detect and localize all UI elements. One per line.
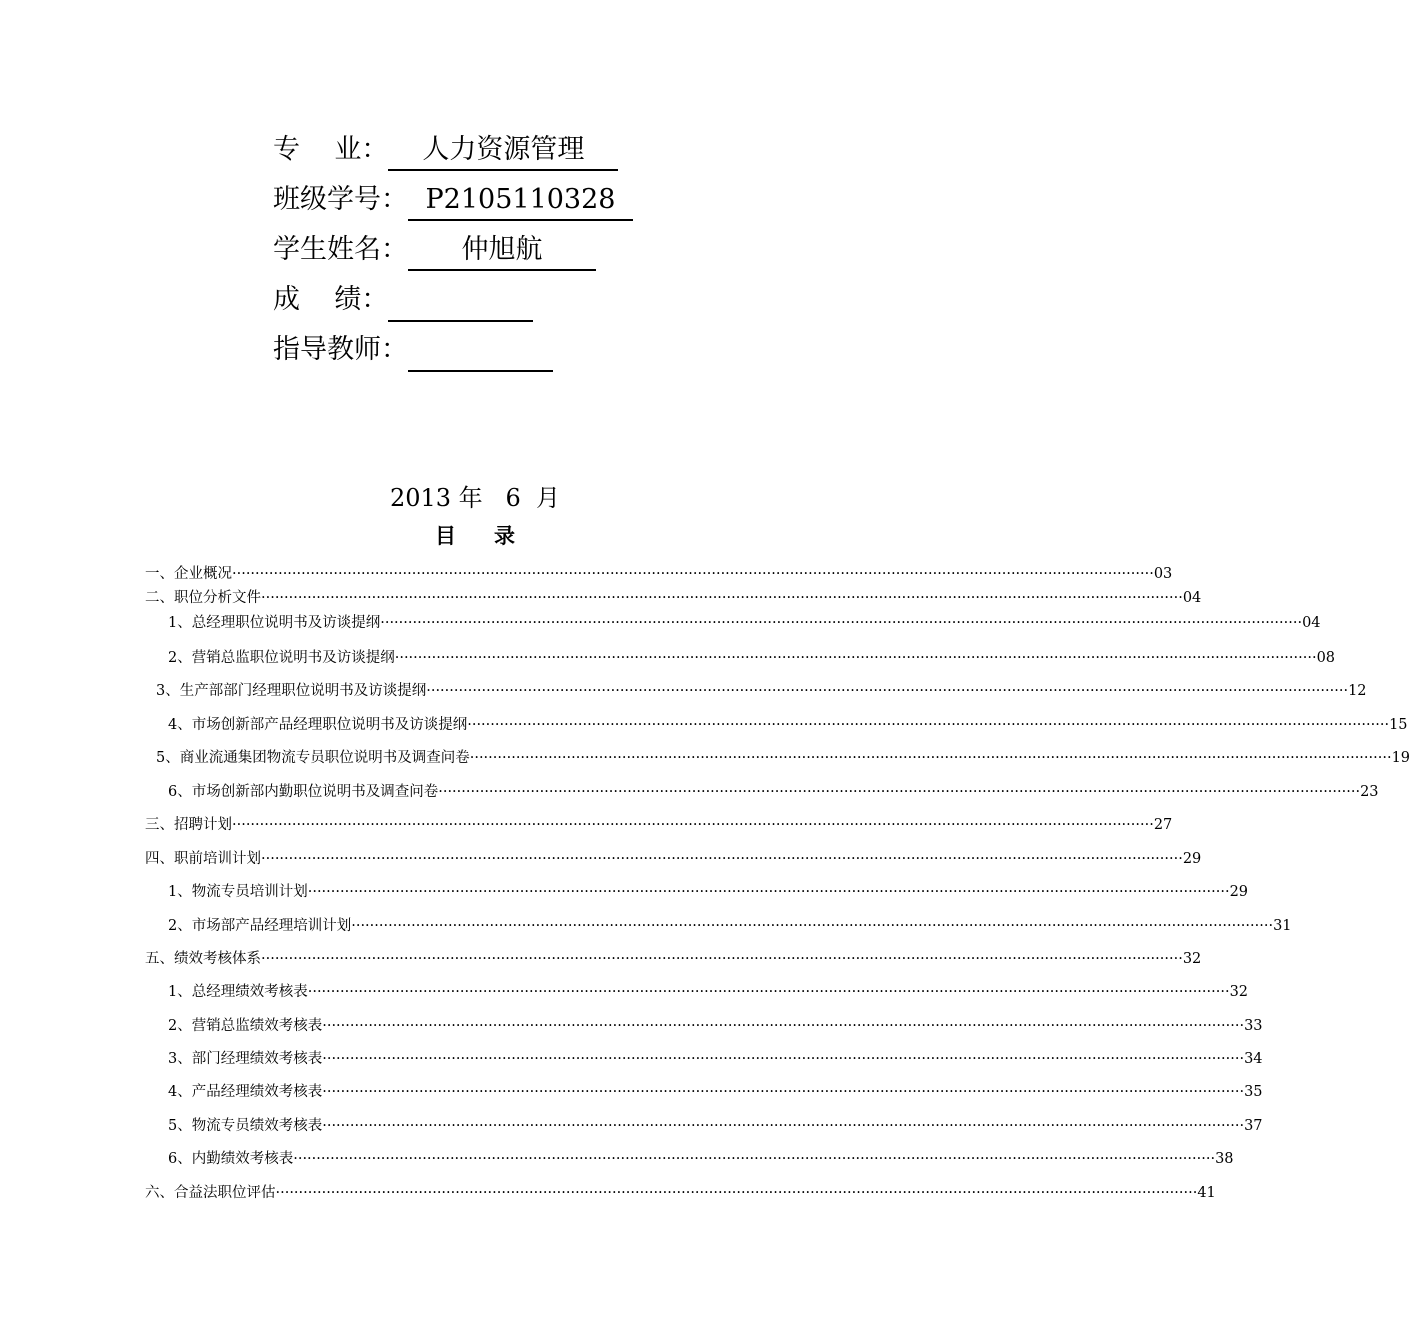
toc-entry[interactable] <box>168 646 1336 667</box>
toc-leader-dots: ········································································································································································································ <box>467 717 1390 733</box>
toc-entry-title: 5、商业流通集团物流专员职位说明书及调查问卷 <box>156 750 470 766</box>
toc-entry-page: 31 <box>1273 918 1292 934</box>
toc-entry-title: 一、企业概况 <box>145 566 232 582</box>
toc-leader-dots: ········································································································································································································ <box>394 650 1317 666</box>
toc-leader-dots: ········································································································································································································ <box>380 615 1303 631</box>
toc-entry[interactable] <box>168 1047 1263 1068</box>
toc-leader-dots: ········································································································································································································ <box>307 984 1230 1000</box>
toc-entry-title: 4、产品经理绩效考核表 <box>168 1084 323 1100</box>
toc-entry-title: 2、市场部产品经理培训计划 <box>168 918 352 934</box>
toc-entry-page: 12 <box>1348 683 1367 699</box>
toc-entry-page: 19 <box>1391 750 1410 766</box>
toc-entry-page: 04 <box>1302 615 1321 631</box>
toc-entry-title: 1、总经理职位说明书及访谈提纲 <box>168 615 381 631</box>
info-row-grade <box>273 278 633 328</box>
toc-entry-page: 38 <box>1215 1151 1234 1167</box>
toc-entry-page: 33 <box>1244 1018 1263 1034</box>
info-row-class-id <box>273 178 633 228</box>
toc-leader-dots: ········································································································································································································ <box>469 750 1392 766</box>
toc-entry[interactable] <box>145 1181 1216 1202</box>
info-label-name: 学生姓名： <box>273 234 408 265</box>
toc-entry-title: 3、生产部部门经理职位说明书及访谈提纲 <box>156 683 427 699</box>
toc-entry-page: 08 <box>1316 650 1336 666</box>
toc-entry-page: 32 <box>1182 951 1202 967</box>
toc-leader-dots: ········································································································································································································ <box>275 1185 1198 1201</box>
toc-entry-page: 41 <box>1197 1185 1216 1201</box>
toc-entry-title: 6、内勤绩效考核表 <box>168 1151 294 1167</box>
toc-entry[interactable] <box>168 914 1292 935</box>
info-value-grade <box>388 282 533 322</box>
toc-entry-title: 二、职位分析文件 <box>145 590 261 606</box>
info-value-advisor <box>408 332 553 372</box>
toc-entry-title: 2、营销总监职位说明书及访谈提纲 <box>168 650 395 666</box>
toc-entry[interactable] <box>156 746 1410 767</box>
toc-entry[interactable] <box>145 947 1202 968</box>
toc-leader-dots: ········································································································································································································ <box>232 817 1154 833</box>
toc-entry-title: 六、合益法职位评估 <box>145 1185 276 1201</box>
info-label-class-id: 班级学号： <box>273 184 408 215</box>
toc-entry-page: 23 <box>1360 784 1379 800</box>
toc-leader-dots: ········································································································································································································ <box>438 784 1361 800</box>
toc-entry-title: 5、物流专员绩效考核表 <box>168 1118 323 1134</box>
info-row-advisor <box>273 328 633 378</box>
toc-entry[interactable] <box>168 611 1321 632</box>
toc-title: 目录 <box>435 524 553 548</box>
toc-entry-page: 29 <box>1182 851 1202 867</box>
toc-entry-page: 03 <box>1153 566 1173 582</box>
toc-leader-dots: ········································································································································································································ <box>293 1151 1216 1167</box>
toc-leader-dots: ········································································································································································································ <box>322 1051 1245 1067</box>
info-label-grade: 成 绩： <box>273 284 389 315</box>
toc-leader-dots: ········································································································································································································ <box>261 951 1183 967</box>
toc-leader-dots: ········································································································································································································ <box>322 1118 1245 1134</box>
toc-entry-page: 15 <box>1389 717 1408 733</box>
date: 2013 年 6 月 <box>389 484 561 512</box>
toc-entry-title: 1、总经理绩效考核表 <box>168 984 308 1000</box>
toc-entry[interactable] <box>168 980 1249 1001</box>
info-value-class-id: P2105110328 <box>408 181 633 221</box>
toc-entry[interactable] <box>156 679 1367 700</box>
toc-entry[interactable] <box>145 847 1202 868</box>
toc-entry[interactable] <box>168 1147 1234 1168</box>
toc-leader-dots: ········································································································································································································ <box>322 1084 1245 1100</box>
info-value-name: 仲旭航 <box>408 231 596 271</box>
toc-leader-dots: ········································································································································································································ <box>322 1018 1245 1034</box>
toc-entry-title: 四、职前培训计划 <box>145 851 261 867</box>
toc-entry[interactable] <box>168 1080 1263 1101</box>
toc-entry[interactable] <box>168 713 1408 734</box>
toc-entry-title: 五、绩效考核体系 <box>145 951 261 967</box>
toc-entry-title: 三、招聘计划 <box>145 817 232 833</box>
toc-entry-page: 35 <box>1244 1084 1263 1100</box>
toc-entry-page: 37 <box>1244 1118 1263 1134</box>
toc-entry-title: 6、市场创新部内勤职位说明书及调查问卷 <box>168 784 439 800</box>
toc-leader-dots: ········································································································································································································ <box>232 566 1154 582</box>
toc-leader-dots: ········································································································································································································ <box>261 590 1183 606</box>
toc-entry-page: 27 <box>1153 817 1173 833</box>
toc-entry[interactable] <box>168 1114 1263 1135</box>
toc-leader-dots: ········································································································································································································ <box>351 918 1274 934</box>
toc-entry-title: 2、营销总监绩效考核表 <box>168 1018 323 1034</box>
toc-entry-page: 32 <box>1229 984 1249 1000</box>
toc-entry[interactable] <box>145 562 1173 583</box>
toc-entry-page: 04 <box>1182 590 1202 606</box>
toc-entry[interactable] <box>145 813 1173 834</box>
info-value-major: 人力资源管理 <box>388 131 618 171</box>
toc-entry-page: 34 <box>1244 1051 1263 1067</box>
info-label-advisor: 指导教师： <box>273 334 408 365</box>
toc-entry[interactable] <box>168 880 1249 901</box>
toc-entry-title: 3、部门经理绩效考核表 <box>168 1051 323 1067</box>
toc-entry[interactable] <box>168 1014 1263 1035</box>
toc-entry-page: 29 <box>1229 884 1249 900</box>
student-info <box>273 128 633 378</box>
toc-entry[interactable] <box>145 586 1202 607</box>
info-label-major: 专 业： <box>273 134 389 165</box>
toc-leader-dots: ········································································································································································································ <box>261 851 1183 867</box>
toc-leader-dots: ········································································································································································································ <box>426 683 1349 699</box>
toc-leader-dots: ········································································································································································································ <box>307 884 1230 900</box>
toc-entry-title: 1、物流专员培训计划 <box>168 884 308 900</box>
info-row-name <box>273 228 633 278</box>
toc-entry-title: 4、市场创新部产品经理职位说明书及访谈提纲 <box>168 717 468 733</box>
toc-entry[interactable] <box>168 780 1379 801</box>
info-row-major <box>273 128 633 178</box>
